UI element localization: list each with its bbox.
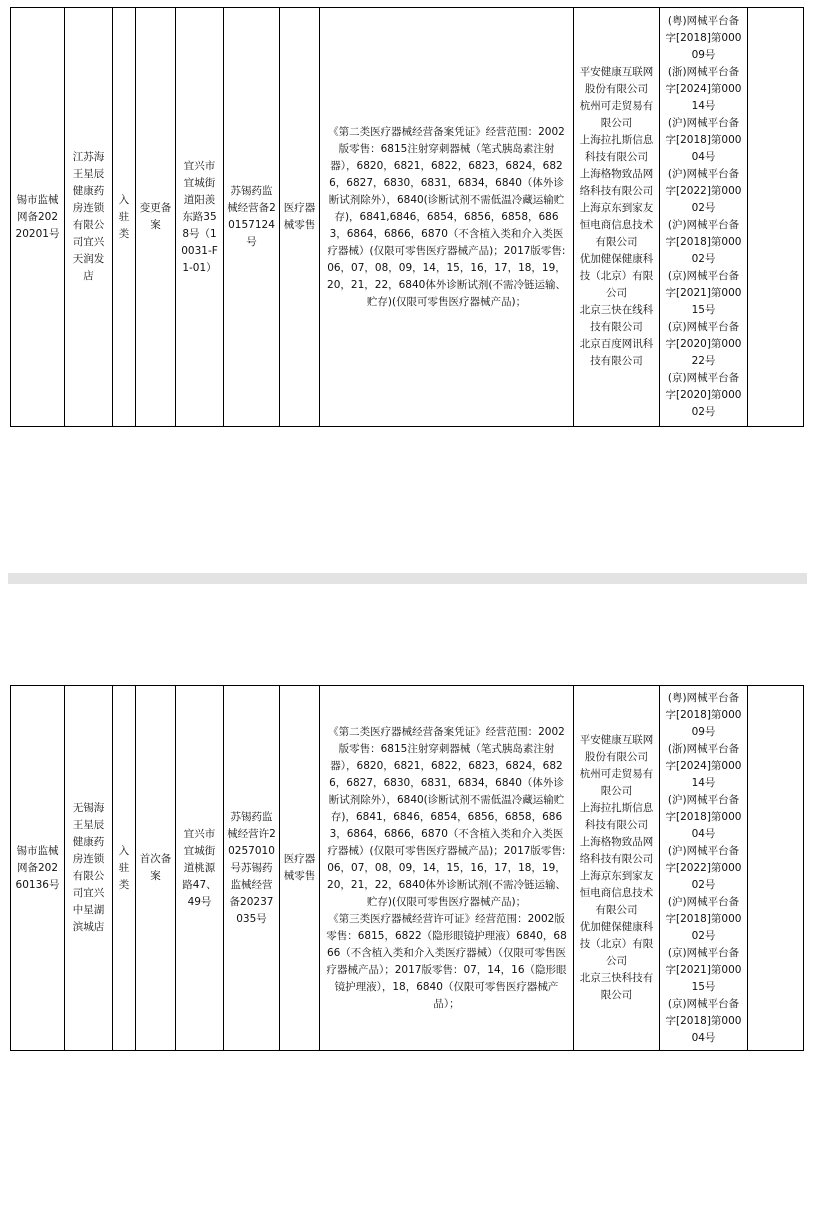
platform-name: 北京三快在线科技有限公司 [579, 304, 654, 333]
platform-name: 北京百度网讯科技有限公司 [579, 338, 654, 367]
platform-name: 上海拉扎斯信息科技有限公司 [579, 802, 654, 831]
scope-paragraph: 《第三类医疗器械经营许可证》经营范围：2002版零售：6815，6822（隐形眼镜护理液）6840，6866（不含植入类和介入类医疗器械）（仅限可零售医疗器械产品）；2017版零售：07，14，16（隐形眼镜护理液），18，6840（仅限可零售医疗器械产品）； [326, 912, 567, 1010]
platform-list-cell [574, 686, 660, 1051]
mode-cell: 医疗器械零售 [280, 686, 320, 1051]
business-scope-cell [320, 8, 574, 427]
platform-filing-number: (沪)网械平台备字[2018]第00002号 [665, 895, 742, 942]
platform-filing-number: (浙)网械平台备字[2024]第00014号 [665, 66, 742, 112]
remark-cell [748, 8, 804, 427]
platform-filing-number: (京)网械平台备字[2018]第00004号 [665, 997, 742, 1044]
license-cell: 苏锡药监械经营备20157124号 [224, 8, 280, 427]
filing-number-cell: 锡市监械网备20260136号 [11, 686, 65, 1051]
platform-name: 杭州可走贸易有限公司 [579, 768, 654, 797]
record-table-2 [10, 685, 804, 1051]
filing-number-cell: 锡市监械网备20220201号 [11, 8, 65, 427]
platform-filing-number: (沪)网械平台备字[2018]第00004号 [665, 793, 742, 840]
license-cell: 苏锡药监械经营许20257010号苏锡药监械经营备20237035号 [224, 686, 280, 1051]
table-row [11, 686, 804, 1051]
platform-filing-number: (京)网械平台备字[2020]第00022号 [665, 321, 742, 367]
platform-filing-cell [660, 686, 748, 1051]
table-row [11, 8, 804, 427]
action-cell: 首次备案 [136, 686, 176, 1051]
business-scope-cell [320, 686, 574, 1051]
address-cell: 宜兴市宜城街道阳羡东路358号（10031-F1-01） [176, 8, 224, 427]
scope-paragraph: 《第二类医疗器械经营备案凭证》经营范围：2002版零售：6815注射穿刺器械（笔式胰岛素注射器），6820，6821，6822，6823，6824，6826，6827，6830，6831，6834，6840（体外诊断试剂除外），6840(诊断试剂不需低温冷藏运输贮存)，6841,6846，6854，6856，6858，6863，6864，6866，6870（不含植入类和介入类医疗器械）(仅限可零售医疗器械产品)；2017版零售:06，07，08，09，14，15，16，17，18，19，20，21，22，6840体外诊断试剂(不需冷链运输、贮存)(仅限可零售医疗器械产品)； [327, 125, 566, 308]
platform-name: 上海格物致品网络科技有限公司 [579, 836, 654, 865]
platform-name: 上海京东到家友恒电商信息技术有限公司 [579, 870, 654, 916]
address-cell: 宜兴市宜城街道桃源路47、49号 [176, 686, 224, 1051]
platform-name: 上海拉扎斯信息科技有限公司 [579, 134, 654, 163]
remark-cell [748, 686, 804, 1051]
platform-filing-number: (沪)网械平台备字[2022]第00002号 [665, 844, 742, 891]
type-cell: 入驻类 [113, 686, 136, 1051]
platform-name: 平安健康互联网股份有限公司 [579, 66, 654, 95]
scope-paragraph: 《第二类医疗器械经营备案凭证》经营范围：2002版零售：6815注射穿刺器械（笔式胰岛素注射器），6820，6821，6822，6823，6824，6826，6827，6830，6831，6834，6840（体外诊断试剂除外），6840(诊断试剂不需低温冷藏运输贮存)，6841，6846，6854，6856，6858，6863，6864，6866，6870（不含植入类和介入类医疗器械）(仅限可零售医疗器械产品)；2017版零售:06，07，08，09，14，15，16，17，18，19，20，21，22，6840体外诊断试剂(不需冷链运输、贮存)(仅限可零售医疗器械产品)； [327, 725, 566, 908]
platform-name: 杭州可走贸易有限公司 [579, 100, 654, 129]
platform-filing-number: (粤)网械平台备字[2018]第00009号 [665, 691, 742, 738]
platform-filing-number: (沪)网械平台备字[2018]第00002号 [665, 219, 742, 265]
platform-name: 上海格物致品网络科技有限公司 [579, 168, 654, 197]
platform-list-cell [574, 8, 660, 427]
platform-name: 平安健康互联网股份有限公司 [579, 734, 654, 763]
record-table-1 [10, 7, 804, 427]
platform-filing-number: (京)网械平台备字[2021]第00015号 [665, 946, 742, 993]
platform-name: 优加健保健康科技（北京）有限公司 [579, 253, 654, 299]
platform-name: 北京三快科技有限公司 [579, 972, 654, 1001]
company-name-cell: 江苏海王星辰健康药房连锁有限公司宜兴天润发店 [65, 8, 113, 427]
page-separator [8, 573, 807, 584]
platform-filing-number: (浙)网械平台备字[2024]第00014号 [665, 742, 742, 789]
platform-filing-number: (沪)网械平台备字[2018]第00004号 [665, 117, 742, 163]
platform-filing-number: (沪)网械平台备字[2022]第00002号 [665, 168, 742, 214]
platform-name: 优加健保健康科技（北京）有限公司 [579, 921, 654, 967]
action-cell: 变更备案 [136, 8, 176, 427]
platform-filing-cell [660, 8, 748, 427]
type-cell: 入驻类 [113, 8, 136, 427]
company-name-cell: 无锡海王星辰健康药房连锁有限公司宜兴中星湖滨城店 [65, 686, 113, 1051]
platform-filing-number: (粤)网械平台备字[2018]第00009号 [665, 15, 742, 61]
platform-filing-number: (京)网械平台备字[2021]第00015号 [665, 270, 742, 316]
platform-name: 上海京东到家友恒电商信息技术有限公司 [579, 202, 654, 248]
platform-filing-number: (京)网械平台备字[2020]第00002号 [665, 372, 742, 418]
mode-cell: 医疗器械零售 [280, 8, 320, 427]
